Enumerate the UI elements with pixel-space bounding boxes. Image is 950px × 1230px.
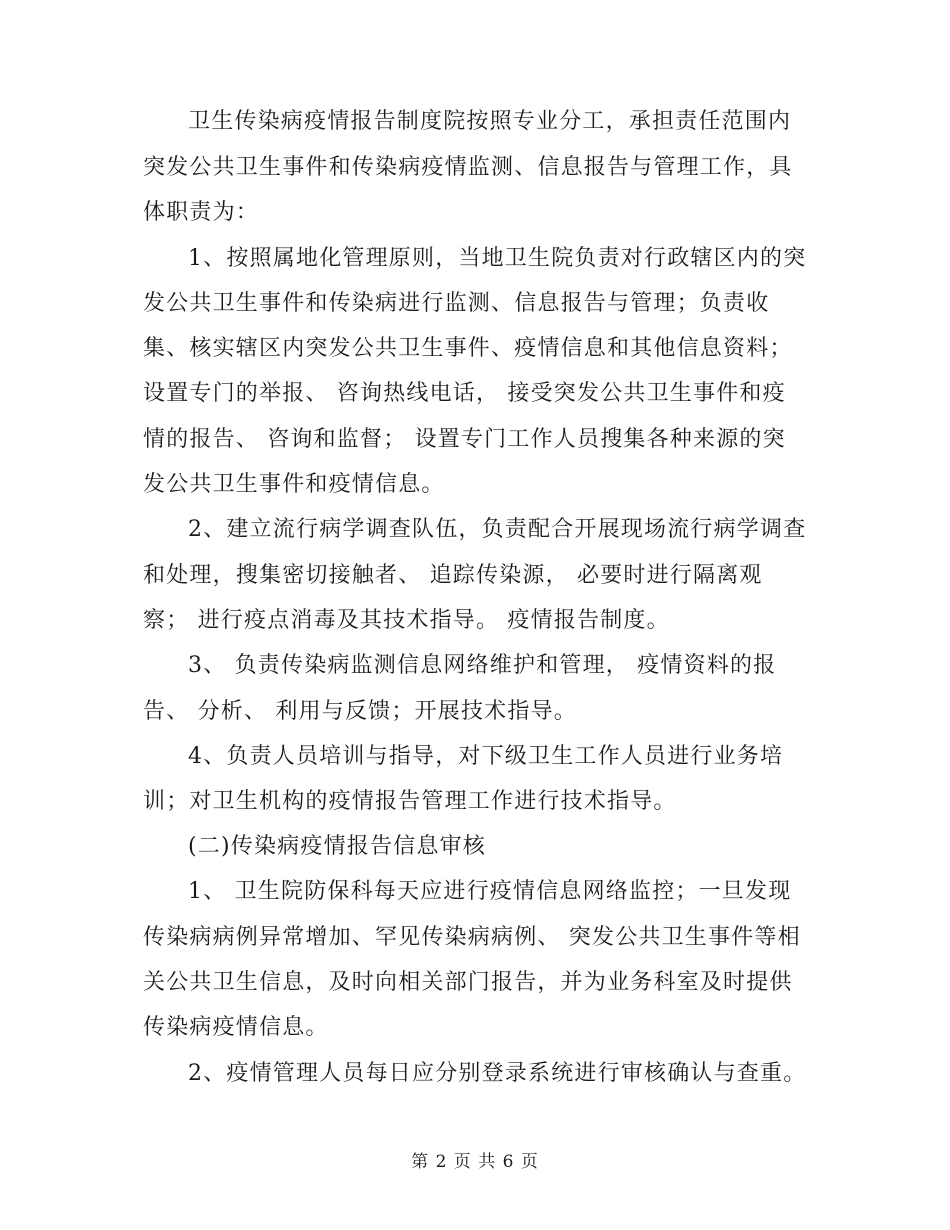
text-line-10: 2、建立流行病学调查队伍，负责配合开展现场流行病学调查	[188, 517, 807, 542]
text-line-2: 突发公共卫生事件和传染病疫情监测、信息报告与管理工作，具	[143, 155, 793, 180]
text-line-3: 体职责为：	[143, 200, 260, 225]
text-line-5: 发公共卫生事件和传染病进行监测、信息报告与管理；负责收	[143, 291, 770, 316]
section-heading: (二)传染病疫情报告信息审核	[188, 834, 486, 859]
text-line-12: 察； 进行疫点消毒及其技术指导。 疫情报告制度。	[143, 608, 670, 633]
text-line-7: 设置专门的举报、 咨询热线电话， 接受突发公共卫生事件和疫	[143, 381, 786, 406]
text-line-1: 卫生传染病疫情报告制度院按照专业分工，承担责任范围内	[188, 109, 792, 134]
text-line-18: 1、 卫生院防保科每天应进行疫情信息网络监控；一旦发现	[188, 879, 792, 904]
text-line-13: 3、 负责传染病监测信息网络维护和管理， 疫情资料的报	[188, 653, 777, 678]
text-line-6: 集、核实辖区内突发公共卫生事件、疫情信息和其他信息资料；	[143, 336, 793, 361]
page-footer: 第 2 页 共 6 页	[411, 1152, 539, 1172]
text-line-11: 和处理，搜集密切接触者、 追踪传染源， 必要时进行隔离观	[143, 563, 763, 588]
text-line-16: 训；对卫生机构的疫情报告管理工作进行技术指导。	[143, 789, 677, 814]
text-line-9: 发公共卫生事件和疫情信息。	[143, 472, 445, 497]
text-line-4: 1、按照属地化管理原则，当地卫生院负责对行政辖区内的突	[188, 246, 807, 271]
text-line-14: 告、 分析、 利用与反馈；开展技术指导。	[143, 699, 577, 724]
text-line-21: 传染病疫情信息。	[143, 1015, 329, 1040]
text-line-15: 4、负责人员培训与指导，对下级卫生工作人员进行业务培	[188, 744, 784, 769]
text-line-8: 情的报告、 咨询和监督； 设置专门工作人员搜集各种来源的突	[143, 427, 786, 452]
text-line-19: 传染病病例异常增加、罕见传染病病例、 突发公共卫生事件等相	[143, 925, 801, 950]
text-line-22: 2、疫情管理人员每日应分别登录系统进行审核确认与查重。	[188, 1061, 807, 1086]
text-line-20: 关公共卫生信息，及时向相关部门报告，并为业务科室及时提供	[143, 970, 793, 995]
